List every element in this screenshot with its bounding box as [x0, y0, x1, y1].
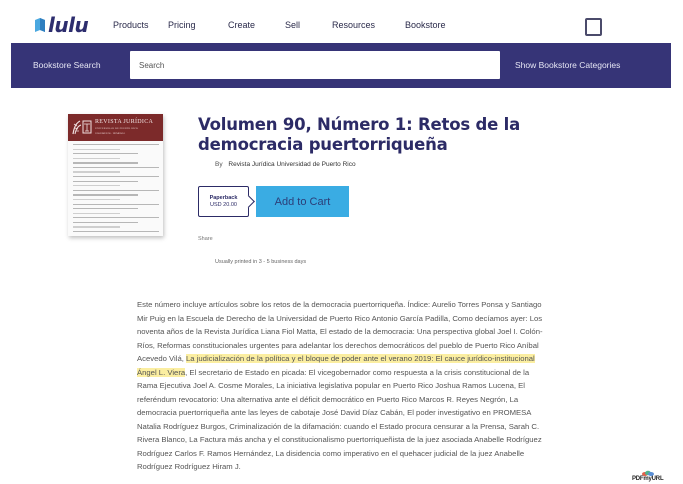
- description-text-continued: , El secretario de Estado en picada: El vicegobernador como respuesta a la crisis constitucional de la Rama Ejecutiva Joel A. Cosme Morales, La iniciativa legislativa popular en Puerto Rico Joshua Ramos Lucena, El referéndum revocatorio: Una alternativa ante el déficit democrático en Puerto Rico Marcos R. Reyes Negrón, La democracia puertorriqueña ante las leyes de cabotaje José David Díaz Cabán, El poder investigativo en PROMESA Natalia Rodríguez Burgos, Criminalización de la difamación: cuando el Estado procura censurar a la Prensa, Sarah C. Rivera Blanco, La Factura más ancha y el constitucionalismo puertorriqueñista de la juez asociada Anabelle Rodríguez Rodríguez Carlos F. Ramos Hernández, La disidencia como imperativo en el quehacer judicial de la juez Anabelle Rodríguez Rodríguez Hiram J.: [137, 367, 542, 471]
- show-categories-link[interactable]: Show Bookstore Categories: [515, 60, 621, 70]
- nav-bookstore[interactable]: Bookstore: [405, 20, 446, 30]
- bookstore-search-label: Bookstore Search: [33, 60, 101, 70]
- lulu-logo[interactable]: [34, 14, 88, 36]
- author-link[interactable]: Revista Jurídica Universidad de Puerto Rico: [228, 161, 356, 168]
- format-price: USD 20.00: [210, 202, 237, 208]
- description-text: Este número incluye artículos sobre los retos de la democracia puertorriqueña. Índice: Aurelio Torres Ponsa y Santiago Mir Puig en la Escuela de Derecho de la Universidad de Puerto Rico Antonio García Padilla, Como decíamos ayer: Los noventa años de la Revista Jurídica Liana Fiol Matta, El estado de la democracia: Una perspectiva global Joel I. Colón-Ríos, Reformas constitucionales urgentes para adelantar los derechos democráticos del pueblo de Puerto Rico Aníbal Acevedo Vilá,: [137, 300, 543, 363]
- top-header: [0, 0, 683, 43]
- cover-volume: VOLUMEN 90 · NÚMERO 1: [95, 132, 126, 135]
- bookstore-search-bar: [11, 43, 671, 88]
- cover-subtitle: UNIVERSIDAD DE PUERTO RICO: [95, 127, 138, 130]
- shipping-note: Usually printed in 3 - 5 business days: [215, 259, 307, 265]
- byline: [215, 161, 356, 168]
- book-description: [137, 298, 547, 474]
- book-cover[interactable]: [68, 114, 163, 236]
- book-title: Volumen 90, Número 1: Retos de la democracia puertorriqueña: [198, 115, 521, 154]
- nav-products[interactable]: Products: [113, 20, 149, 30]
- logo-text: lulu: [48, 13, 89, 37]
- nav-resources[interactable]: Resources: [332, 20, 376, 30]
- nav-create[interactable]: Create: [228, 20, 256, 30]
- watermark-logo-icon: [641, 470, 655, 476]
- cover-title: REVISTA JURÍDICA: [95, 119, 154, 125]
- add-to-cart-button[interactable]: Add to Cart: [256, 186, 349, 217]
- lulu-book-icon: [34, 17, 46, 34]
- by-label: By: [215, 161, 223, 168]
- cover-table-of-contents: [73, 144, 159, 236]
- search-input[interactable]: [130, 51, 500, 79]
- journal-emblem-icon: [71, 118, 93, 136]
- format-name: Paperback: [209, 195, 238, 201]
- nav-sell[interactable]: Sell: [285, 20, 301, 30]
- description-highlight: La judicialización de la política y el bloque de poder ante el verano 2019: El cauce jurídico-institucional Ángel L. Viera: [137, 354, 535, 377]
- watermark-text: PDFmyURL: [632, 476, 664, 482]
- share-label: Share: [198, 236, 213, 242]
- nav-pricing[interactable]: Pricing: [168, 20, 196, 30]
- cover-band: [68, 114, 163, 141]
- format-selector[interactable]: [198, 186, 249, 217]
- pdfmyurl-watermark: [632, 470, 663, 483]
- cart-icon[interactable]: [585, 18, 602, 36]
